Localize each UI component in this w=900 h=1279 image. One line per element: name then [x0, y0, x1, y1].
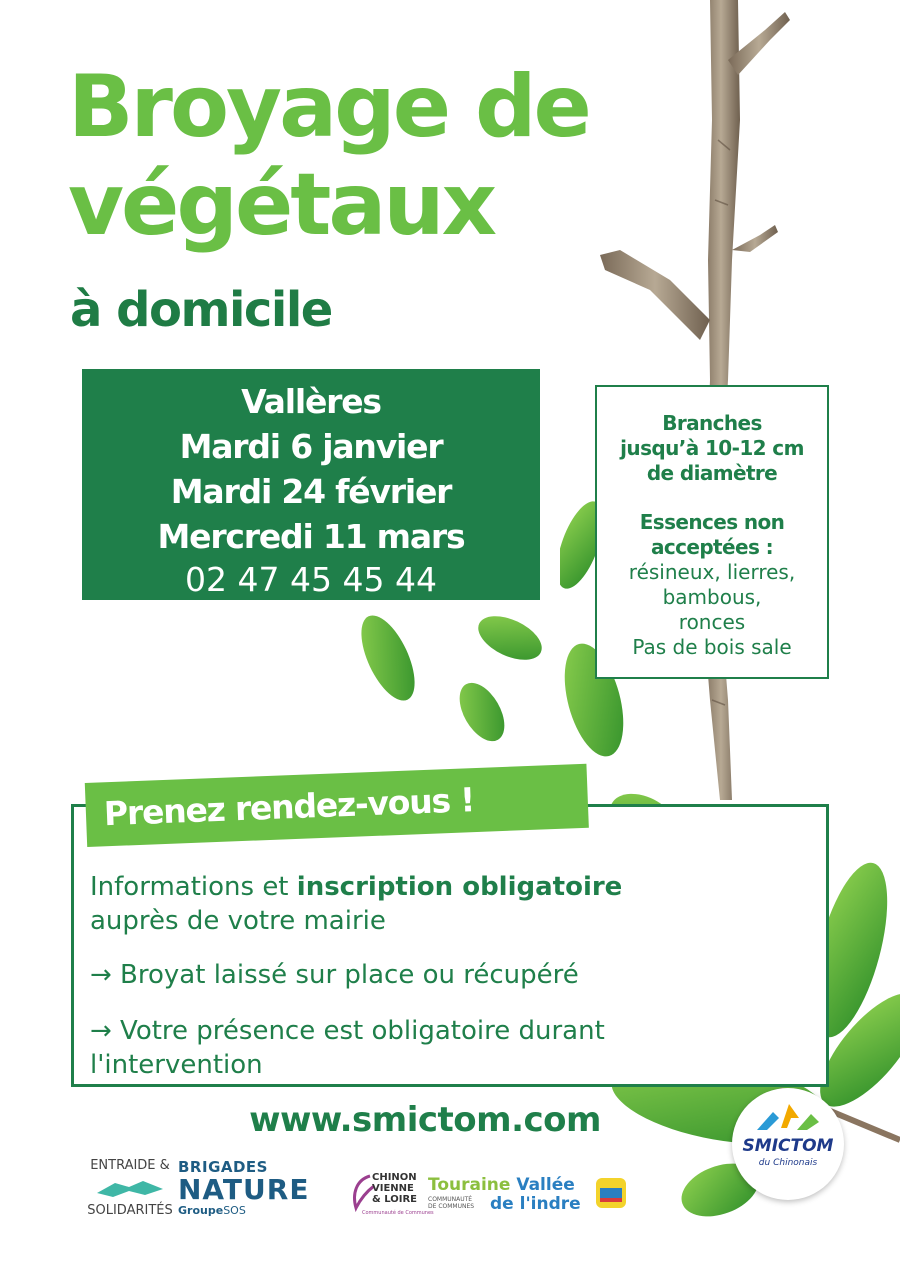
- hands-icon: [95, 1175, 165, 1201]
- info-suffix: auprès de votre mairie: [90, 906, 386, 936]
- touraine-sub-1: COMMUNAUTÉ: [428, 1196, 473, 1203]
- entraide-text-2: SOLIDARITÉS: [87, 1203, 173, 1218]
- chinon-text-1: CHINON: [372, 1172, 417, 1183]
- brigades-text-3b: SOS: [223, 1204, 246, 1217]
- excluded-line-3: ronces: [678, 610, 746, 634]
- info-prefix: Informations et: [90, 872, 297, 902]
- chinon-text-4: Communauté de Communes: [362, 1210, 434, 1216]
- logo-touraine: [428, 1176, 588, 1222]
- bullet-2-line-2: l'intervention: [90, 1050, 263, 1080]
- schedule-date-2: Mardi 24 février: [170, 472, 452, 511]
- appointment-heading: Prenez rendez-vous !: [103, 780, 475, 834]
- smictom-arrows-icon: [753, 1100, 823, 1134]
- website-link[interactable]: www.smictom.com: [249, 1100, 601, 1140]
- smictom-name: SMICTOM: [742, 1136, 834, 1156]
- schedule-phone: 02 47 45 45 44: [185, 560, 437, 599]
- bullet-2: [90, 1014, 790, 1082]
- branches-line-3: de diamètre: [646, 461, 778, 485]
- excluded-line-1: résineux, lierres,: [628, 560, 796, 584]
- schedule-date-1: Mardi 6 janvier: [179, 427, 443, 466]
- touraine-sub-2: DE COMMUNES: [428, 1203, 475, 1210]
- criteria-box: [595, 385, 829, 679]
- schedule-box: [82, 369, 540, 600]
- branches-line-2: jusqu’à 10-12 cm: [620, 436, 804, 460]
- commune-crest-icon: [594, 1176, 628, 1210]
- brigades-text-1: BRIGADES: [178, 1158, 268, 1176]
- touraine-text-1a: Touraine: [428, 1175, 511, 1195]
- bullet-2-line-1: → Votre présence est obligatoire durant: [90, 1016, 605, 1046]
- essences-line-1: Essences non: [639, 510, 785, 534]
- brigades-text-2: NATURE: [178, 1173, 310, 1206]
- title-line-2: végétaux: [68, 155, 495, 255]
- logo-chinon: [350, 1172, 434, 1222]
- smictom-sub: du Chinonais: [758, 1158, 818, 1168]
- branches-line-1: Branches: [662, 411, 762, 435]
- bullet-1: → Broyat laissé sur place ou récupéré: [90, 960, 579, 990]
- chinon-text-2: VIENNE: [372, 1183, 414, 1194]
- poster-subtitle: à domicile: [70, 282, 332, 338]
- essences-line-2: acceptées :: [650, 535, 774, 559]
- schedule-place: Vallères: [241, 382, 381, 421]
- schedule-date-3: Mercredi 11 mars: [157, 517, 465, 556]
- entraide-text-1: ENTRAIDE &: [90, 1158, 170, 1173]
- poster-title: [68, 58, 589, 254]
- logo-entraide: [80, 1158, 180, 1218]
- logo-commune: [594, 1176, 628, 1210]
- title-line-1: Broyage de: [68, 57, 589, 157]
- touraine-text-2: de l'indre: [490, 1194, 581, 1214]
- no-dirty-wood: Pas de bois sale: [632, 635, 792, 659]
- info-paragraph: [90, 870, 790, 938]
- brigades-text-3: Groupe: [178, 1204, 224, 1217]
- floating-leaves: [350, 600, 570, 760]
- logo-smictom: [732, 1088, 844, 1200]
- excluded-line-2: bambous,: [662, 585, 762, 609]
- chinon-text-3: & LOIRE: [372, 1194, 417, 1205]
- logo-brigades-nature: [178, 1158, 310, 1217]
- info-bold: inscription obligatoire: [296, 872, 623, 902]
- touraine-text-1b: Vallée: [516, 1175, 575, 1195]
